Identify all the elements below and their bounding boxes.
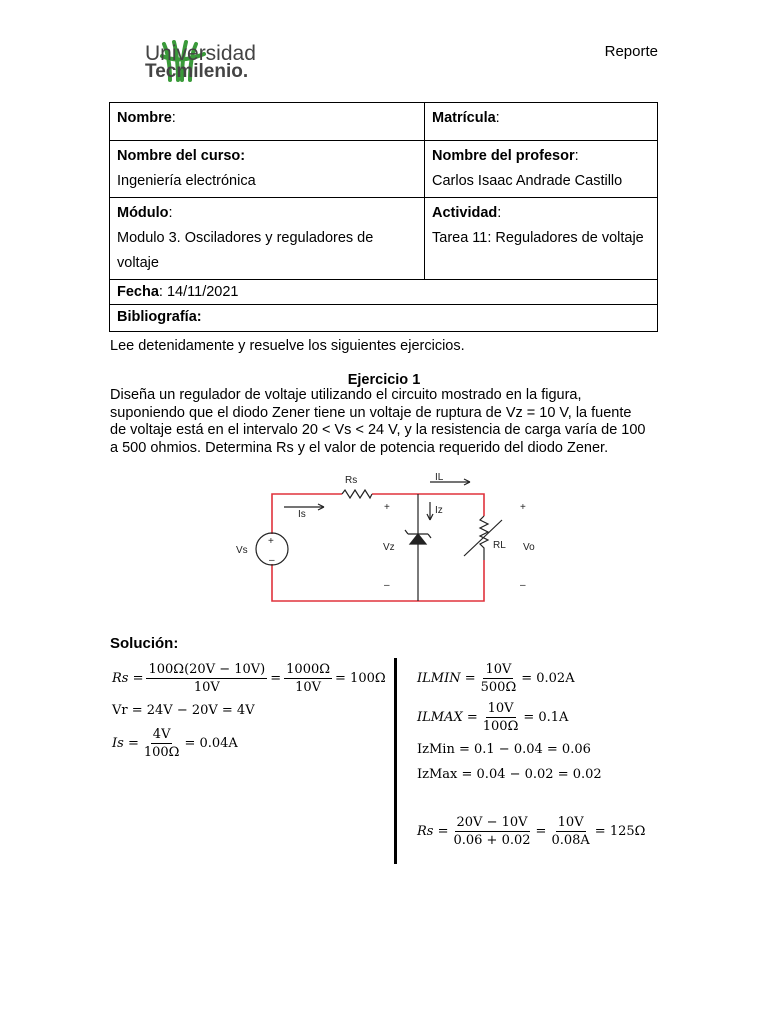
modulo-value: Modulo 3. Osciladores y reguladores de voltaje: [117, 230, 374, 271]
profesor-value: Carlos Isaac Andrade Castillo: [432, 173, 623, 189]
vs-label: Vs: [236, 545, 248, 556]
vo-minus: –: [520, 580, 526, 591]
rs-label: Rs: [345, 475, 358, 486]
vz-label: Vz: [383, 542, 395, 553]
equation-rs-left: Rs = $\frac{100\Omega(20V - 10V)}{10V}$ = $\frac{1000\Omega}{10V}$ = 100Ω: [112, 662, 386, 695]
instructions: Lee detenidamente y resuelve los siguientes ejercicios.: [110, 338, 465, 354]
vo-label: Vo: [523, 542, 535, 553]
actividad-value: Tarea 11: Reguladores de voltaje: [432, 230, 644, 246]
vo-plus: +: [520, 502, 526, 513]
info-table: Nombre: Matrícula: Nombre del curso: Ingeniería electrónica Nombre del profesor: Carlos Isaac Andrade Castillo Módulo: Modulo 3. Osciladores y reguladores de voltaje Actividad: Tarea 11: Reguladores de voltaje Fecha: 14/11/2021 Bibliografía:: [109, 102, 658, 332]
exercise-statement: Diseña un regulador de voltaje utilizando el circuito mostrado en la figura, suponiendo que el diodo Zener tiene un voltaje de ruptura de Vz = 10 V, la fuente de voltaje está en el intervalo 20 < Vs < 24 V, y la resistencia de carga varía de 100 a 500 ohmios. Determina Rs y el valor de potencia requerido del diodo Zener.: [110, 387, 646, 456]
il-label: IL: [435, 472, 444, 483]
iz-label: Iz: [435, 505, 443, 516]
profesor-label: Nombre del profesor: [432, 148, 575, 164]
curso-label: Nombre del curso:: [117, 148, 246, 164]
equation-vr: Vr = 24V − 20V = 4V: [112, 703, 255, 718]
curso-value: Ingeniería electrónica: [117, 173, 256, 189]
zener-regulator-circuit: [230, 468, 540, 608]
is-label: Is: [298, 509, 306, 520]
bibliografia-label: Bibliografía:: [117, 309, 202, 325]
vz-plus: +: [384, 502, 390, 513]
rl-label: RL: [493, 540, 506, 551]
vs-plus: +: [268, 536, 274, 547]
equation-ilmax: ILMAX = $\frac{10V}{100\Omega}$ = 0.1A: [417, 701, 569, 734]
equation-izmax: IzMax = 0.04 − 0.02 = 0.02: [417, 767, 602, 782]
vz-minus: –: [384, 580, 390, 591]
logo-line1: Universidad: [145, 42, 256, 65]
exercise-title: Ejercicio 1: [347, 372, 421, 388]
logo-line2: Tecmilenio.: [145, 61, 249, 82]
column-divider: [394, 658, 397, 864]
matricula-label: Matrícula: [432, 110, 496, 126]
vs-minus: –: [269, 555, 275, 566]
fecha-value: 14/11/2021: [166, 284, 239, 300]
nombre-label: Nombre: [117, 110, 172, 126]
modulo-label: Módulo: [117, 205, 169, 221]
equation-izmin: IzMin = 0.1 − 0.04 = 0.06: [417, 742, 591, 757]
equation-ilmin: ILMIN = $\frac{10V}{500\Omega}$ = 0.02A: [417, 662, 575, 695]
equation-is: Is = $\frac{4V}{100\Omega}$ = 0.04A: [112, 727, 238, 760]
rs-resistor: [342, 490, 372, 498]
solution-title: Solución:: [110, 635, 179, 652]
equation-rs-right: Rs = $\frac{20V - 10V}{0.06 + 0.02}$ = $\frac{10V}{0.08A}$ = 125Ω: [417, 815, 646, 848]
document-type: Reporte: [604, 43, 658, 60]
fecha-label: Fecha: [117, 284, 159, 300]
actividad-label: Actividad: [432, 205, 498, 221]
